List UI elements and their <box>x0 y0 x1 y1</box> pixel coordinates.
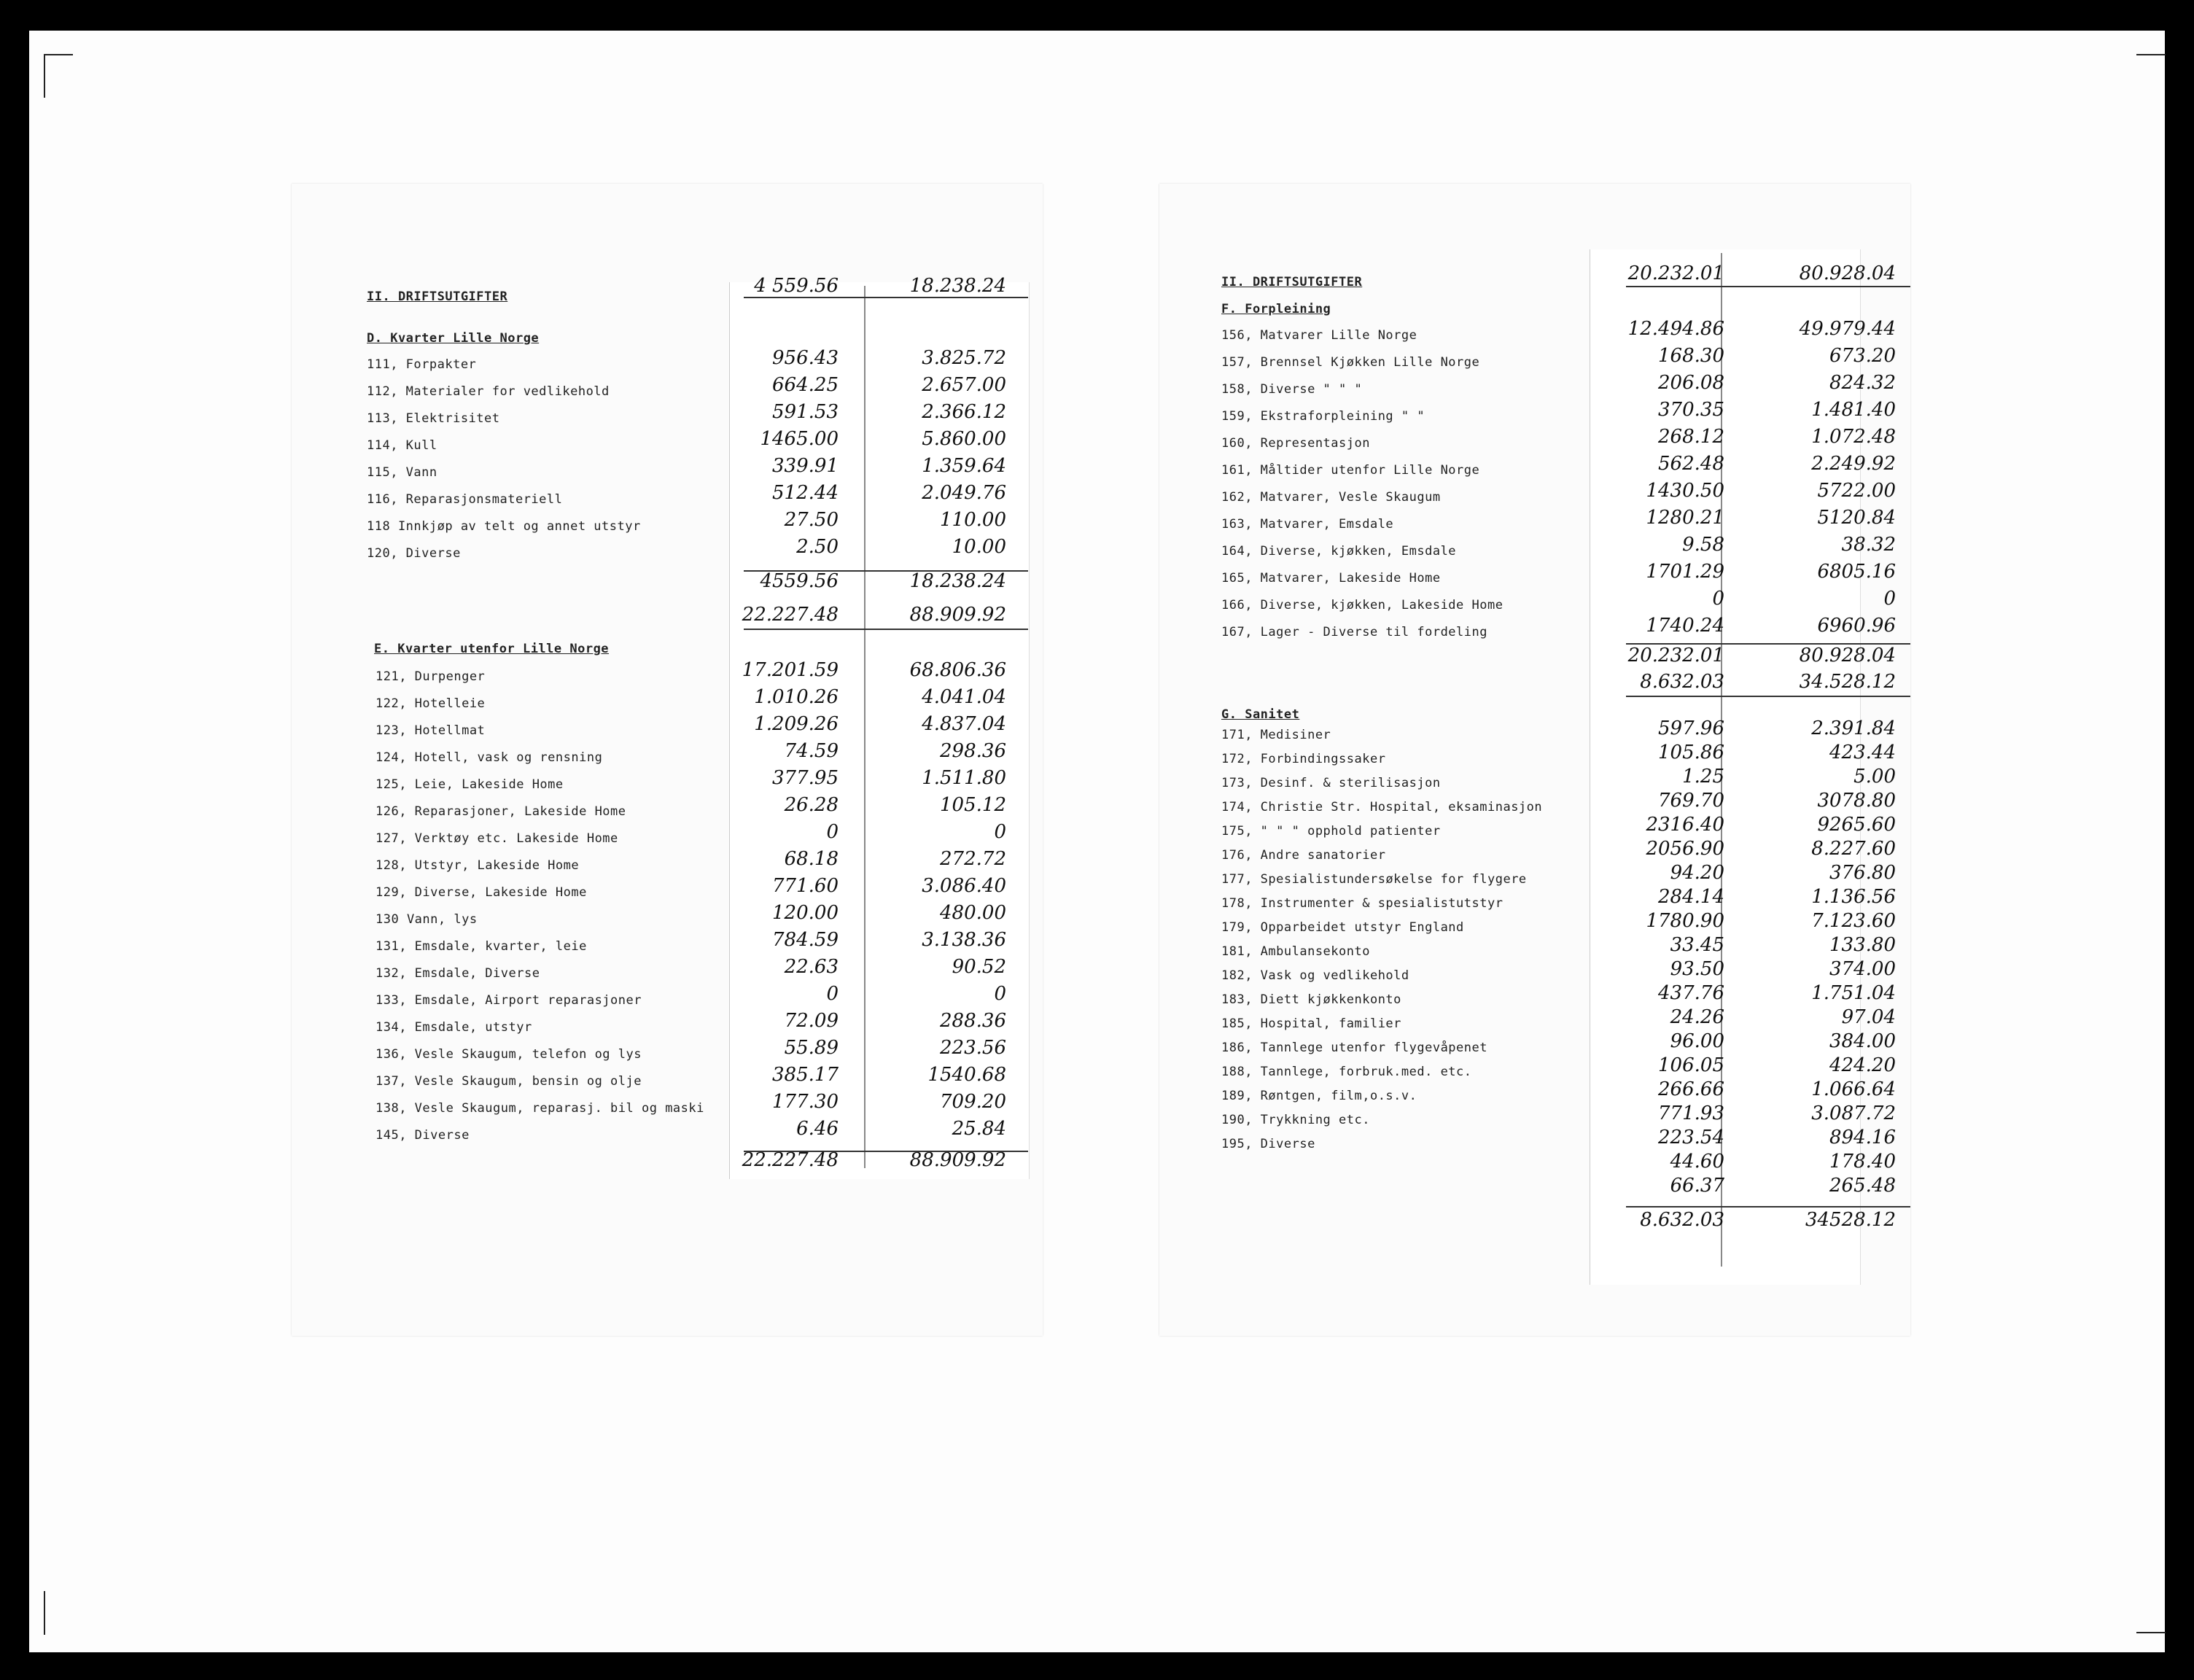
f-item-amount-a: 168.30 <box>1658 345 1724 367</box>
g-item-amount-a: 597.96 <box>1658 718 1724 739</box>
g-item-amount-a: 66.37 <box>1670 1175 1724 1197</box>
g-item-amount-b: 3078.80 <box>1817 790 1896 812</box>
f-item-amount-b: 5120.84 <box>1817 507 1896 529</box>
g-item-amount-a: 94.20 <box>1670 862 1724 884</box>
f-item-amount-a: 12.494.86 <box>1627 318 1724 340</box>
g-top-b: 34.528.12 <box>1799 671 1896 693</box>
e-item-label: 121, Durpenger <box>376 669 486 684</box>
g-item-amount-a: 1.25 <box>1682 766 1724 788</box>
g-item-label: 172, Forbindingssaker <box>1221 752 1386 766</box>
g-item-label: 177, Spesialistundersøkelse for flygere <box>1221 872 1527 887</box>
right-page-title: II. DRIFTSUTGIFTER <box>1221 275 1363 289</box>
e-item-label: 122, Hotelleie <box>376 696 486 711</box>
e-item-amount-a: 784.59 <box>772 929 839 951</box>
f-item-amount-a: 0 <box>1712 588 1724 610</box>
g-item-amount-a: 44.60 <box>1670 1151 1724 1172</box>
d-item-amount-a: 591.53 <box>772 401 839 423</box>
f-item-label: 160, Representasjon <box>1221 436 1370 451</box>
e-item-label: 130 Vann, lys <box>376 912 478 927</box>
g-item-label: 182, Vask og vedlikehold <box>1221 968 1409 983</box>
e-item-amount-b: 1540.68 <box>927 1064 1006 1086</box>
g-item-amount-b: 384.00 <box>1829 1030 1896 1052</box>
g-item-amount-b: 3.087.72 <box>1811 1102 1896 1124</box>
e-item-label: 145, Diverse <box>376 1128 470 1143</box>
e-top-b: 88.909.92 <box>909 604 1006 626</box>
d-item-amount-a: 1465.00 <box>760 428 839 450</box>
e-item-amount-b: 480.00 <box>940 902 1006 924</box>
e-item-amount-a: 177.30 <box>772 1091 839 1113</box>
e-item-amount-a: 17.201.59 <box>742 659 839 681</box>
e-item-label: 137, Vesle Skaugum, bensin og olje <box>376 1074 642 1089</box>
crop-mark-bottom-right <box>2136 1632 2166 1633</box>
f-item-amount-b: 2.249.92 <box>1811 453 1896 475</box>
g-item-amount-a: 769.70 <box>1658 790 1724 812</box>
g-item-amount-b: 133.80 <box>1829 934 1896 956</box>
g-item-amount-a: 106.05 <box>1658 1054 1724 1076</box>
e-item-amount-a: 6.46 <box>796 1118 839 1140</box>
e-item-amount-a: 74.59 <box>784 740 839 762</box>
f-item-amount-b: 49.979.44 <box>1799 318 1896 340</box>
f-item-amount-b: 6960.96 <box>1817 615 1896 637</box>
right-g-top-rule <box>1626 696 1910 697</box>
e-item-amount-a: 72.09 <box>784 1010 839 1032</box>
d-item-amount-a: 956.43 <box>772 347 839 369</box>
crop-mark-top-right <box>2136 54 2166 55</box>
crop-mark-top-left-v <box>44 54 45 98</box>
g-item-amount-b: 265.48 <box>1829 1175 1896 1197</box>
g-item-amount-a: 1780.90 <box>1646 910 1724 932</box>
e-item-label: 136, Vesle Skaugum, telefon og lys <box>376 1047 642 1062</box>
d-item-amount-a: 27.50 <box>784 509 839 531</box>
e-item-label: 131, Emsdale, kvarter, leie <box>376 939 587 954</box>
d-item-amount-b: 110.00 <box>940 509 1006 531</box>
e-item-amount-a: 68.18 <box>784 848 839 870</box>
g-top-a: 8.632.03 <box>1640 671 1724 693</box>
g-item-amount-b: 9265.60 <box>1817 814 1896 836</box>
d-item-label: 115, Vann <box>367 465 437 480</box>
g-item-label: 195, Diverse <box>1221 1137 1315 1151</box>
g-item-amount-a: 437.76 <box>1658 982 1724 1004</box>
d-item-amount-a: 512.44 <box>772 482 839 504</box>
g-item-label: 188, Tannlege, forbruk.med. etc. <box>1221 1065 1472 1079</box>
f-item-label: 166, Diverse, kjøkken, Lakeside Home <box>1221 598 1503 612</box>
e-item-amount-b: 0 <box>994 983 1006 1005</box>
section-f-title: F. Forpleining <box>1221 302 1331 316</box>
e-item-amount-a: 22.63 <box>784 956 839 978</box>
g-item-amount-b: 423.44 <box>1829 742 1896 763</box>
f-item-amount-b: 1.072.48 <box>1811 426 1896 448</box>
d-item-label: 113, Elektrisitet <box>367 411 500 426</box>
e-item-label: 133, Emsdale, Airport reparasjoner <box>376 993 642 1008</box>
e-item-amount-b: 105.12 <box>940 794 1006 816</box>
f-item-label: 158, Diverse " " " <box>1221 382 1363 397</box>
e-total-a: 22.227.48 <box>742 1149 839 1171</box>
g-item-amount-b: 8.227.60 <box>1811 838 1896 860</box>
g-total-b: 34528.12 <box>1805 1209 1896 1231</box>
g-item-label: 173, Desinf. & sterilisasjon <box>1221 776 1441 790</box>
f-item-amount-b: 673.20 <box>1829 345 1896 367</box>
g-item-label: 183, Diett kjøkkenkonto <box>1221 992 1401 1007</box>
d-total-a: 4559.56 <box>760 570 839 592</box>
d-item-label: 118 Innkjøp av telt og annet utstyr <box>367 519 641 534</box>
g-item-amount-a: 2316.40 <box>1646 814 1724 836</box>
e-item-label: 138, Vesle Skaugum, reparasj. bil og maski <box>376 1101 704 1116</box>
left-top-total-b: 18.238.24 <box>909 275 1006 297</box>
d-item-label: 116, Reparasjonsmateriell <box>367 492 563 507</box>
section-e-title: E. Kvarter utenfor Lille Norge <box>374 642 610 656</box>
f-item-label: 164, Diverse, kjøkken, Emsdale <box>1221 544 1457 559</box>
e-item-amount-b: 272.72 <box>940 848 1006 870</box>
d-item-label: 111, Forpakter <box>367 357 477 372</box>
g-item-label: 178, Instrumenter & spesialistutstyr <box>1221 896 1503 911</box>
e-item-label: 132, Emsdale, Diverse <box>376 966 540 981</box>
f-item-amount-a: 1740.24 <box>1646 615 1724 637</box>
g-item-amount-b: 178.40 <box>1829 1151 1896 1172</box>
e-item-label: 134, Emsdale, utstyr <box>376 1020 532 1035</box>
f-item-label: 162, Matvarer, Vesle Skaugum <box>1221 490 1441 505</box>
e-item-amount-b: 4.041.04 <box>922 686 1006 708</box>
f-item-amount-a: 9.58 <box>1682 534 1724 556</box>
g-item-amount-a: 266.66 <box>1658 1078 1724 1100</box>
g-item-label: 176, Andre sanatorier <box>1221 848 1386 863</box>
e-item-label: 128, Utstyr, Lakeside Home <box>376 858 580 873</box>
f-item-label: 167, Lager - Diverse til fordeling <box>1221 625 1487 639</box>
e-item-label: 124, Hotell, vask og rensning <box>376 750 603 765</box>
g-item-amount-b: 7.123.60 <box>1811 910 1896 932</box>
g-item-amount-a: 284.14 <box>1658 886 1724 908</box>
f-item-amount-b: 824.32 <box>1829 372 1896 394</box>
e-item-amount-b: 0 <box>994 821 1006 843</box>
g-item-label: 179, Opparbeidet utstyr England <box>1221 920 1464 935</box>
f-item-label: 156, Matvarer Lille Norge <box>1221 328 1417 343</box>
g-item-amount-b: 424.20 <box>1829 1054 1896 1076</box>
e-item-amount-b: 4.837.04 <box>922 713 1006 735</box>
g-item-amount-a: 96.00 <box>1670 1030 1724 1052</box>
e-item-amount-b: 3.086.40 <box>922 875 1006 897</box>
d-item-amount-a: 339.91 <box>772 455 839 477</box>
d-item-amount-b: 3.825.72 <box>922 347 1006 369</box>
right-top-total-a: 20.232.01 <box>1627 262 1724 284</box>
e-item-amount-b: 1.511.80 <box>922 767 1006 789</box>
e-item-amount-a: 26.28 <box>784 794 839 816</box>
e-item-label: 129, Diverse, Lakeside Home <box>376 885 587 900</box>
g-item-amount-b: 2.391.84 <box>1811 718 1896 739</box>
crop-mark-bottom-left <box>44 1591 45 1635</box>
g-item-label: 175, " " " opphold patienter <box>1221 824 1441 839</box>
d-item-label: 114, Kull <box>367 438 437 453</box>
g-item-label: 186, Tannlege utenfor flygevåpenet <box>1221 1041 1487 1055</box>
f-item-amount-b: 0 <box>1883 588 1896 610</box>
section-d-title: D. Kvarter Lille Norge <box>367 331 540 346</box>
g-item-amount-b: 1.751.04 <box>1811 982 1896 1004</box>
e-item-amount-b: 90.52 <box>952 956 1006 978</box>
d-item-amount-b: 2.049.76 <box>922 482 1006 504</box>
e-item-amount-b: 709.20 <box>940 1091 1006 1113</box>
d-item-label: 112, Materialer for vedlikehold <box>367 384 610 399</box>
e-item-amount-a: 377.95 <box>772 767 839 789</box>
e-item-label: 123, Hotellmat <box>376 723 486 738</box>
d-item-label: 120, Diverse <box>367 546 461 561</box>
g-item-amount-a: 105.86 <box>1658 742 1724 763</box>
scan-sheet <box>29 31 2165 1652</box>
g-item-amount-a: 771.93 <box>1658 1102 1724 1124</box>
e-item-label: 127, Verktøy etc. Lakeside Home <box>376 831 618 846</box>
f-total-a: 20.232.01 <box>1627 645 1724 666</box>
f-item-amount-b: 6805.16 <box>1817 561 1896 583</box>
e-top-a: 22.227.48 <box>742 604 839 626</box>
g-item-amount-b: 1.136.56 <box>1811 886 1896 908</box>
g-item-amount-a: 223.54 <box>1658 1127 1724 1148</box>
e-item-amount-a: 0 <box>826 821 839 843</box>
e-total-b: 88.909.92 <box>909 1149 1006 1171</box>
crop-mark-top-left <box>44 54 73 55</box>
e-item-amount-b: 68.806.36 <box>909 659 1006 681</box>
d-item-amount-a: 664.25 <box>772 374 839 396</box>
f-item-amount-a: 1430.50 <box>1646 480 1724 502</box>
d-item-amount-b: 10.00 <box>952 536 1006 558</box>
e-item-amount-b: 288.36 <box>940 1010 1006 1032</box>
g-item-label: 171, Medisiner <box>1221 728 1331 742</box>
f-item-label: 159, Ekstraforpleining " " <box>1221 409 1425 424</box>
e-item-amount-a: 1.010.26 <box>754 686 839 708</box>
right-top-total-b: 80.928.04 <box>1799 262 1896 284</box>
left-e-top-rule <box>744 629 1028 630</box>
g-item-amount-a: 2056.90 <box>1646 838 1724 860</box>
e-item-amount-a: 55.89 <box>784 1037 839 1059</box>
f-item-amount-a: 206.08 <box>1658 372 1724 394</box>
e-item-amount-a: 385.17 <box>772 1064 839 1086</box>
e-item-amount-a: 120.00 <box>772 902 839 924</box>
f-item-label: 165, Matvarer, Lakeside Home <box>1221 571 1441 586</box>
e-item-amount-b: 3.138.36 <box>922 929 1006 951</box>
d-item-amount-b: 2.657.00 <box>922 374 1006 396</box>
d-item-amount-b: 1.359.64 <box>922 455 1006 477</box>
f-item-amount-b: 1.481.40 <box>1811 399 1896 421</box>
g-item-amount-b: 97.04 <box>1841 1006 1896 1028</box>
f-item-label: 161, Måltider utenfor Lille Norge <box>1221 463 1480 478</box>
g-item-amount-b: 894.16 <box>1829 1127 1896 1148</box>
f-item-amount-a: 1701.29 <box>1646 561 1724 583</box>
right-g-total-rule <box>1626 1206 1910 1208</box>
f-item-label: 157, Brennsel Kjøkken Lille Norge <box>1221 355 1480 370</box>
f-item-amount-a: 268.12 <box>1658 426 1724 448</box>
e-item-amount-b: 298.36 <box>940 740 1006 762</box>
e-item-amount-a: 0 <box>826 983 839 1005</box>
e-item-amount-a: 771.60 <box>772 875 839 897</box>
g-item-amount-b: 376.80 <box>1829 862 1896 884</box>
e-item-label: 125, Leie, Lakeside Home <box>376 777 564 792</box>
g-item-amount-b: 5.00 <box>1853 766 1896 788</box>
d-item-amount-b: 5.860.00 <box>922 428 1006 450</box>
d-total-b: 18.238.24 <box>909 570 1006 592</box>
g-item-amount-a: 93.50 <box>1670 958 1724 980</box>
g-item-label: 185, Hospital, familier <box>1221 1016 1401 1031</box>
e-item-amount-b: 25.84 <box>952 1118 1006 1140</box>
g-item-amount-b: 374.00 <box>1829 958 1896 980</box>
e-item-amount-b: 223.56 <box>940 1037 1006 1059</box>
g-item-amount-a: 24.26 <box>1670 1006 1724 1028</box>
f-item-label: 163, Matvarer, Emsdale <box>1221 517 1394 532</box>
e-item-label: 126, Reparasjoner, Lakeside Home <box>376 804 626 819</box>
g-item-label: 190, Trykkning etc. <box>1221 1113 1370 1127</box>
left-top-total-a: 4 559.56 <box>754 275 839 297</box>
g-item-label: 189, Røntgen, film,o.s.v. <box>1221 1089 1417 1103</box>
f-item-amount-a: 370.35 <box>1658 399 1724 421</box>
f-item-amount-b: 5722.00 <box>1817 480 1896 502</box>
d-item-amount-a: 2.50 <box>796 536 839 558</box>
right-top-rule <box>1626 286 1910 287</box>
f-item-amount-b: 38.32 <box>1841 534 1896 556</box>
f-total-b: 80.928.04 <box>1799 645 1896 666</box>
f-item-amount-a: 1280.21 <box>1646 507 1724 529</box>
left-page-title: II. DRIFTSUTGIFTER <box>367 289 508 304</box>
g-item-amount-b: 1.066.64 <box>1811 1078 1896 1100</box>
e-item-amount-a: 1.209.26 <box>754 713 839 735</box>
f-item-amount-a: 562.48 <box>1658 453 1724 475</box>
left-top-rule <box>744 297 1028 298</box>
g-item-label: 181, Ambulansekonto <box>1221 944 1370 959</box>
g-item-amount-a: 33.45 <box>1670 934 1724 956</box>
g-item-label: 174, Christie Str. Hospital, eksaminasjon <box>1221 800 1543 814</box>
d-item-amount-b: 2.366.12 <box>922 401 1006 423</box>
section-g-title: G. Sanitet <box>1221 707 1300 722</box>
g-total-a: 8.632.03 <box>1640 1209 1724 1231</box>
